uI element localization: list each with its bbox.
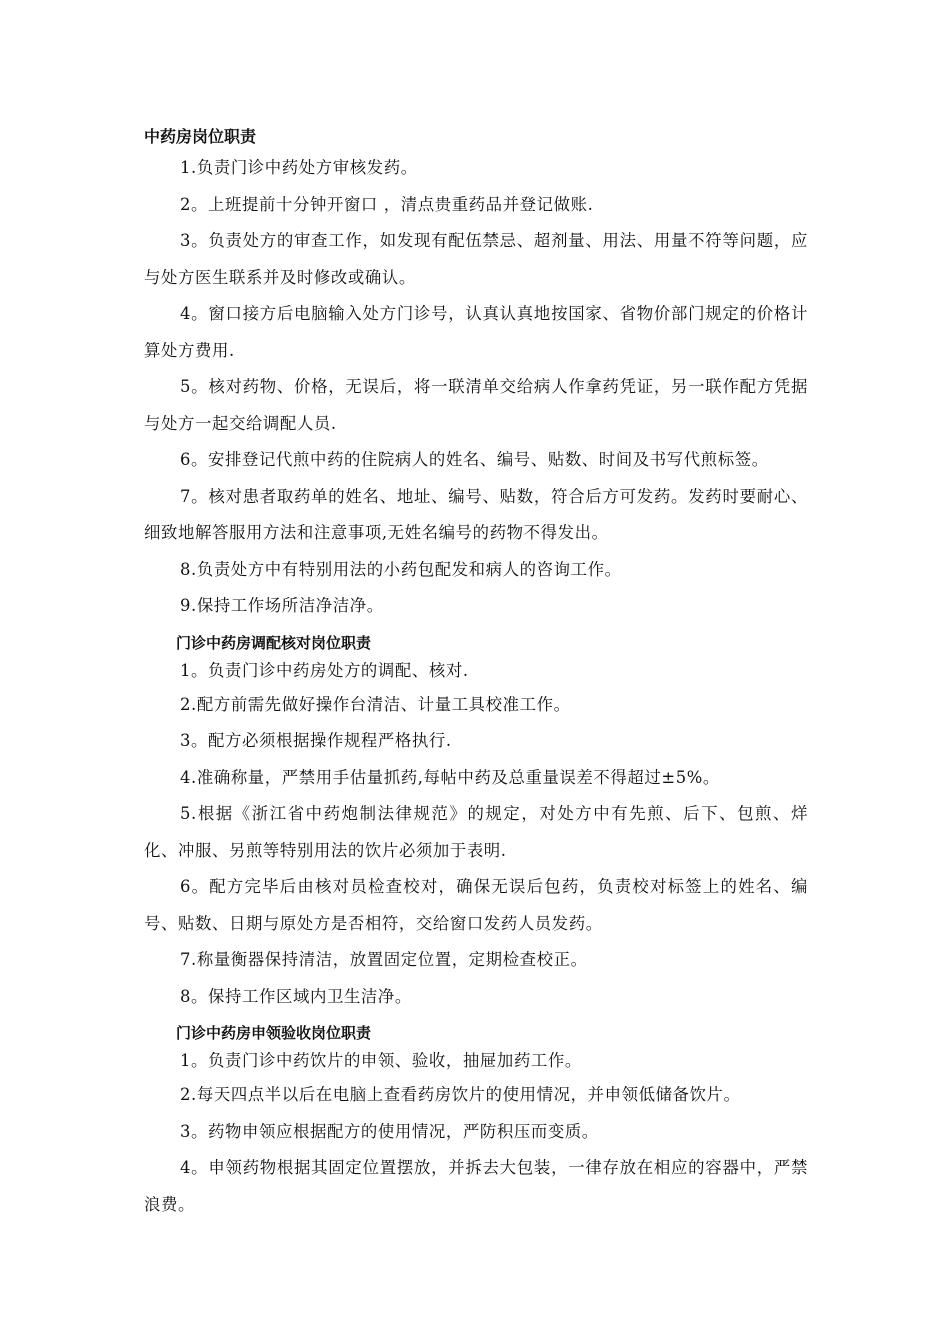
list-item: 2.配方前需先做好操作台清洁、计量工具校准工作。 xyxy=(180,694,571,714)
list-item: 6。安排登记代煎中药的住院病人的姓名、编号、贴数、时间及书写代煎标签。 xyxy=(180,450,769,469)
section-title: 中药房岗位职责 xyxy=(144,127,257,146)
list-item: 1。负责门诊中药房处方的调配、核对. xyxy=(180,660,469,680)
list-item: 1。负责门诊中药饮片的申领、验收，抽屉加药工作。 xyxy=(180,1051,582,1070)
document-body xyxy=(144,124,808,1223)
section-requisition-acceptance-duties xyxy=(144,1021,808,1223)
list-item: 6。配方完毕后由核对员检查校对，确保无误后包药，负责校对标签上的姓名、编号、贴数、日期与原处方是否相符，交给窗口发药人员发药。 xyxy=(144,877,808,933)
list-item: 8.负责处方中有特别用法的小药包配发和病人的咨询工作。 xyxy=(180,559,622,579)
section-title: 门诊中药房调配核对岗位职责 xyxy=(176,633,372,652)
list-item: 8。保持工作区域内卫生洁净。 xyxy=(180,986,412,1006)
list-item: 2。上班提前十分钟开窗口 ，清点贵重药品并登记做账. xyxy=(180,194,594,214)
section-dispensing-check-duties xyxy=(144,631,808,1016)
list-item: 2.每天四点半以后在电脑上查看药房饮片的使用情况，并申领低储备饮片。 xyxy=(180,1085,741,1104)
list-item: 5.根据《浙江省中药炮制法律规范》的规定，对处方中有先煎、后下、包煎、烊化、冲服、另煎等特别用法的饮片必须加于表明. xyxy=(144,804,808,860)
list-item: 3。配方必须根据操作规程严格执行. xyxy=(180,731,452,750)
list-item: 3。负责处方的审查工作，如发现有配伍禁忌、超剂量、用法、用量不符等问题，应与处方医生联系并及时修改或确认。 xyxy=(144,231,808,287)
list-item: 4.准确称量，严禁用手估量抓药,每帖中药及总重量误差不得超过±5%。 xyxy=(180,767,720,787)
list-item: 1.负责门诊中药处方审核发药。 xyxy=(180,158,418,177)
list-item: 5。核对药物、价格，无误后，将一联清单交给病人作拿药凭证，另一联作配方凭据与处方一起交给调配人员. xyxy=(144,377,808,433)
list-item: 4。申领药物根据其固定位置摆放，并拆去大包装，一律存放在相应的容器中，严禁浪费。 xyxy=(144,1158,808,1214)
section-pharmacy-duties xyxy=(144,124,808,625)
list-item: 9.保持工作场所洁净洁净。 xyxy=(180,596,384,615)
list-item: 7。核对患者取药单的姓名、地址、编号、贴数，符合后方可发药。发药时要耐心、细致地解答服用方法和注意事项,无姓名编号的药物不得发出。 xyxy=(144,486,808,542)
list-item: 4。窗口接方后电脑输入处方门诊号，认真认真地按国家、省物价部门规定的价格计算处方费用. xyxy=(144,304,808,360)
section-title: 门诊中药房申领验收岗位职责 xyxy=(176,1024,372,1042)
list-item: 7.称量衡器保持清洁，放置固定位置，定期检查校正。 xyxy=(180,950,588,969)
list-item: 3。药物申领应根据配方的使用情况，严防积压而变质。 xyxy=(180,1121,599,1141)
